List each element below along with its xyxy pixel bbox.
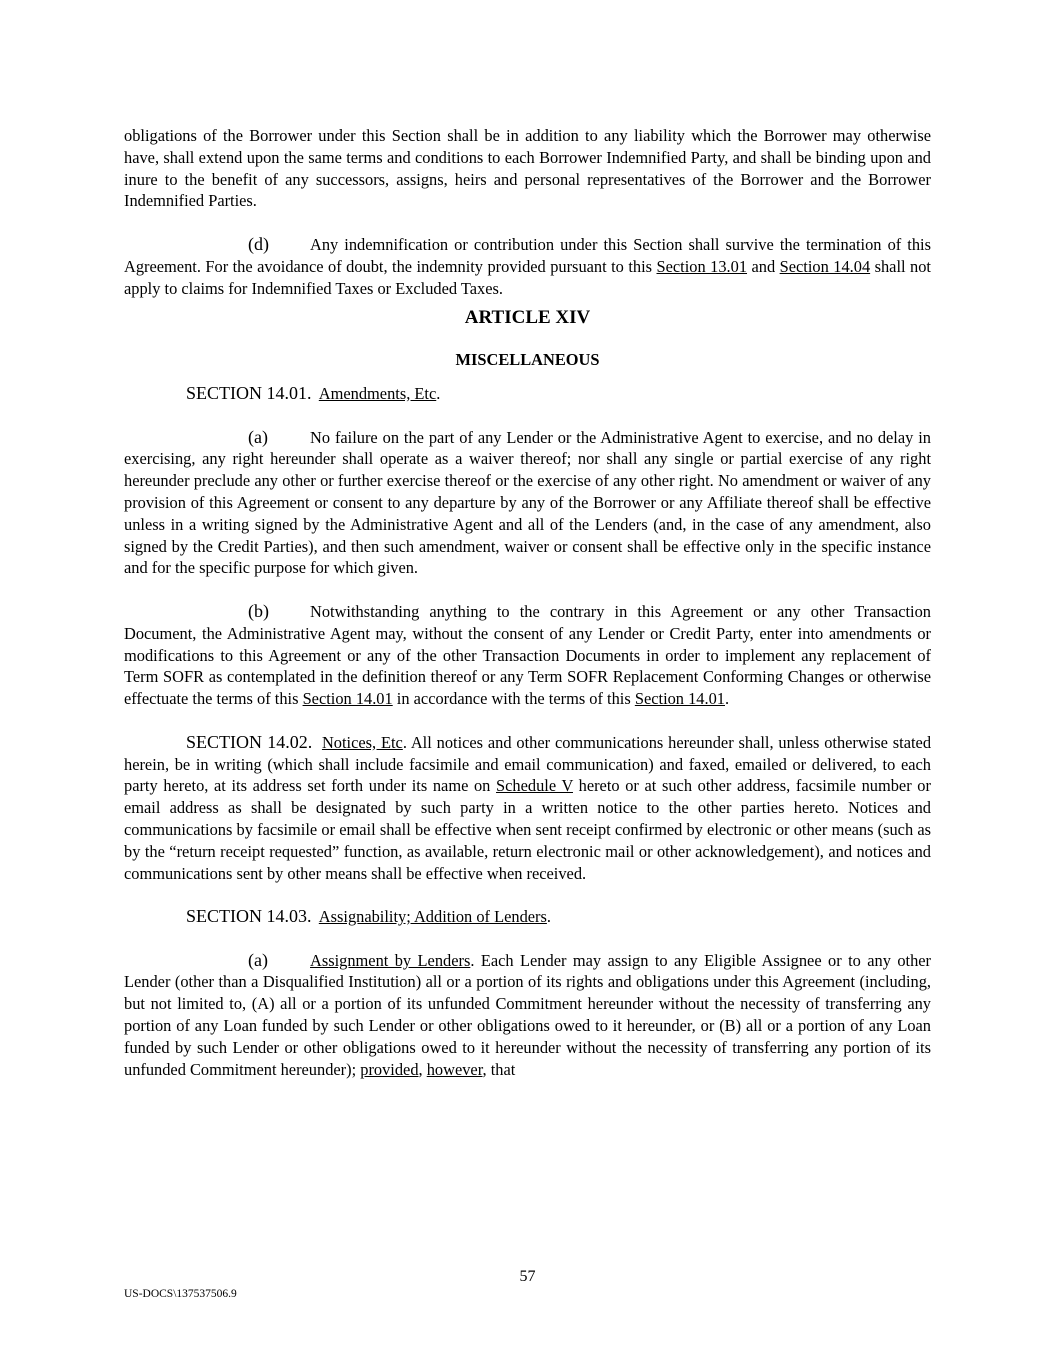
paragraph-14-01-a: (a) No failure on the part of any Lender or the Administrative Agent to exercise, and no delay in exercising, any right hereunder shall operate as a waiver thereof; nor shall any single or partial exercise of any right hereunder preclude any other or further exercise thereof or the exercise of any other right. No amendment or waiver of any provision of this Agreement or consent to any departure by any of the Borrower or any Affiliate thereof shall be effective unless in a writing signed by the Administrative Agent and all of the Lenders (and, in the case of any amendment, also signed by the Credit Parties), and then such amendment, waiver or consent shall be effective only in the specific instance and for the specific purpose for which given. [124, 426, 931, 578]
paragraph-label: (a) [248, 426, 268, 447]
section-title: Assignability; Addition of Lenders [318, 907, 547, 927]
paragraph-d-label: (d) [248, 233, 269, 254]
paragraph-label: (b) [248, 600, 269, 621]
section-14-02: SECTION 14.02. Notices, Etc. All notices and other communications hereunder shall, unless otherwise stated herein, be in writing (which shall include facsimile and email communication) and faxed, emailed or delivered, to each party hereto, at its address set forth under its name on Schedule V hereto or at such other address, facsimile number or email address as shall be designated by such party in a written notice to the other parties hereto. Notices and communications by facsimile or email shall be effective when sent receipt confirmed by electronic or other means (such as by the “return receipt requested” function, as available, return electronic mail or other acknowledgement), and notices and communications sent by other means shall be effective when received. [124, 731, 932, 883]
term-however: however [426, 1059, 483, 1079]
paragraph-d: (d) Any indemnification or contribution under this Section shall survive the termination of this Agreement. For the avoidance of doubt, the indemnity provided pursuant to this Section 13.01 and Section 14.04 shall not apply to claims for Indemnified Taxes or Excluded Taxes. [124, 233, 931, 298]
document-id: US-DOCS\137537506.9 [124, 1288, 237, 1300]
section-ref-14-04: Section 14.04 [779, 256, 871, 276]
document-body [124, 125, 931, 1080]
section-number: SECTION 14.01. [186, 382, 312, 403]
paragraph-14-03-a: (a) Assignment by Lenders. Each Lender may assign to any Eligible Assignee or to any other Lender (other than a Disqualified Institution) all or a portion of its rights and obligations under this Agreement (including, but not limited to, (A) all or a portion of its unfunded Commitment hereunder without the necessity of transferring any portion of any Loan funded by such Lender or other obligations owed to it hereunder, or (B) all or a portion of any Loan funded by such Lender or other obligations owed to it hereunder without the necessity of transferring any portion of its unfunded Commitment hereunder); provided, however, that [124, 949, 932, 1079]
paragraph-label: (a) [248, 949, 268, 970]
section-14-01-heading: SECTION 14.01. Amendments, Etc. [186, 382, 441, 403]
section-title: Notices, Etc [321, 732, 403, 752]
section-ref-14-01: Section 14.01 [302, 689, 393, 709]
paragraph-title: Assignment by Lenders [310, 950, 471, 970]
article-title: ARTICLE XIV [464, 307, 591, 329]
schedule-ref: Schedule V [496, 776, 573, 796]
page-number: 57 [519, 1268, 536, 1285]
section-ref-14-01: Section 14.01 [634, 689, 725, 709]
section-ref-13-01: Section 13.01 [656, 256, 748, 276]
paragraph-14-01-b: (b) Notwithstanding anything to the contrary in this Agreement or any other Transaction Document, the Administrative Agent may, without the consent of any Lender or Credit Party, enter into amendments or modifications to this Agreement or any of the other Transaction Documents in order to implement any replacement of Term SOFR as contemplated in the definition thereof or any Term SOFR Replacement Conforming Changes or otherwise effectuate the terms of this Section 14.01 in accordance with the terms of this Section 14.01. [124, 600, 931, 709]
term-provided: provided [360, 1059, 419, 1079]
section-number: SECTION 14.02. [186, 731, 313, 752]
article-subtitle: MISCELLANEOUS [455, 350, 600, 370]
section-number: SECTION 14.03. [186, 906, 312, 927]
section-14-03-heading: SECTION 14.03. Assignability; Addition of Lenders. [186, 906, 551, 927]
section-title: Amendments, Etc [318, 383, 437, 403]
paragraph-continuation: obligations of the Borrower under this Section shall be in addition to any liability which the Borrower may otherwise have, shall extend upon the same terms and conditions to each Borrower Indemnified Party, and shall be binding upon and inure to the benefit of any successors, assigns, heirs and personal representatives of the Borrower and the Borrower Indemnified Parties. [124, 126, 931, 211]
